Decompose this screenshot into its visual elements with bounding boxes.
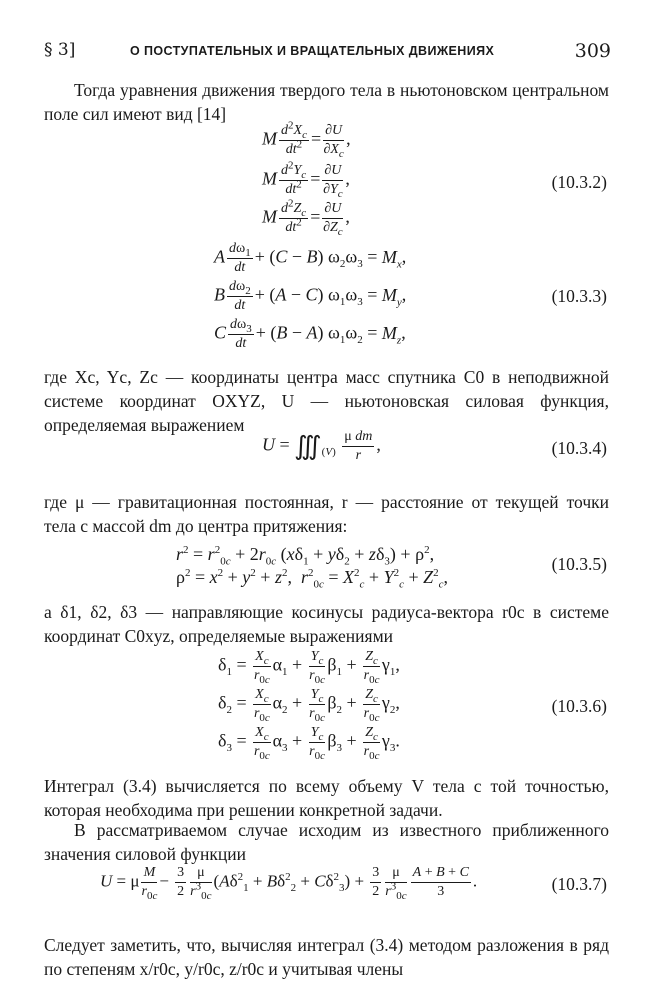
equation-10-3-5-line-2: $\rho^2 = x^2 + y^2 + z^2$, $r^2_{0c} = X^2_c + Y^2_c + Z^2_c$, (176, 567, 449, 591)
equation-10-3-3-line-1: A $\frac{d\omega_1}{dt}$ + (C − B) $\omega_2\omega_3 = M_x$, (214, 241, 407, 275)
equation-10-3-2-line-2: M $\frac{d^2Y_c}{dt^2}$ = $\frac{\partial U}{\partial Y_c}$ , (262, 159, 350, 200)
paragraph-4: а δ1, δ2, δ3 — направляющие косинусы радиуса-вектора r0c в системе координат C0xyz, определяемые выражениями (44, 602, 609, 646)
equation-10-3-6-line-3: $\delta_3$ = $\frac{X_c}{r_{0c}}$ $\alpha_3$ + $\frac{Y_c}{r_{0c}}$ $\beta_3$ + $\frac{Z_c}{r_{0c}}$ $\gamma_3$. (218, 725, 400, 762)
paragraph-3: где μ — гравитационная постоянная, r — расстояние от текущей точки тела с массой dm до центра притяжения: (44, 492, 609, 536)
equation-10-3-3-line-3: C $\frac{d\omega_3}{dt}$ + (B − A) $\omega_1\omega_2 = M_z$, (214, 317, 406, 351)
section-marker: § 3] (44, 40, 76, 60)
chapter-title: О ПОСТУПАТЕЛЬНЫХ И ВРАЩАТЕЛЬНЫХ ДВИЖЕНИЯХ (130, 44, 495, 58)
equation-number: (10.3.7) (551, 874, 607, 894)
paragraph-5: Интеграл (3.4) вычисляется по всему объему V тела с той точностью, которая необходима при решении конкретной задачи. (44, 776, 609, 820)
equation-10-3-2-line-3: M $\frac{d^2Z_c}{dt^2}$ = $\frac{\partial U}{\partial Z_c}$ , (262, 197, 350, 238)
equation-number: (10.3.5) (551, 554, 607, 574)
equation-number: (10.3.6) (551, 696, 607, 716)
paragraph-7: Следует заметить, что, вычисляя интеграл (3.4) методом разложения в ряд по степеням x/r0c, y/r0c, z/r0c и учитывая члены (44, 935, 609, 979)
equation-10-3-2-line-1: M $\frac{d^2X_c}{dt^2}$ = $\frac{\partial U}{\partial X_c}$ , (262, 119, 351, 160)
equation-10-3-6-line-2: $\delta_2$ = $\frac{X_c}{r_{0c}}$ $\alpha_2$ + $\frac{Y_c}{r_{0c}}$ $\beta_2$ + $\frac{Z_c}{r_{0c}}$ $\gamma_2$, (218, 687, 400, 724)
equation-10-3-4: $U = ∭_{(V)}$ $\frac{\text{μ dm}}{r}$ , (262, 429, 381, 463)
paragraph-1: Тогда уравнения движения твердого тела в ньютоновском центральном поле сил имеют вид [14] (44, 80, 609, 124)
equation-number: (10.3.2) (551, 172, 607, 192)
equation-10-3-6-line-1: $\delta_1$ = $\frac{X_c}{r_{0c}}$ $\alpha_1$ + $\frac{Y_c}{r_{0c}}$ $\beta_1$ + $\frac{Z_c}{r_{0c}}$ $\gamma_1$, (218, 649, 400, 686)
equation-number: (10.3.4) (551, 438, 607, 458)
equation-10-3-3-line-2: B $\frac{d\omega_2}{dt}$ + (A − C) $\omega_1\omega_3 = M_y$, (214, 279, 407, 313)
paragraph-6: В рассматриваемом случае исходим из известного приближенного значения силовой функции (44, 820, 609, 864)
equation-number: (10.3.3) (551, 286, 607, 306)
page-number: 309 (574, 40, 611, 62)
paragraph-2: где Xc, Yc, Zc — координаты центра масс спутника C0 в неподвижной системе координат OXYZ, U — ньютоновская силовая функция, определяемая выражением (44, 367, 609, 435)
equation-10-3-5-line-1: $r^2 = r^2_{0c} + 2r_{0c}$ $(x\delta_1 + y\delta_2 + z\delta_3) + \rho^2$, (176, 544, 435, 568)
running-header (44, 40, 611, 64)
equation-10-3-7: U = μ $\frac{M}{r_{0c}}$ − $\frac{3}{2}$ $\frac{\mu}{r^3_{0c}}$ $(A\delta^2_1 + B\delta^2_2 + C\delta^2_3)$ + $\frac{3}{2}$ $\frac{\mu}{r^3_{0c}}$ $\frac{A + B + C}{3}$ . (100, 865, 478, 902)
